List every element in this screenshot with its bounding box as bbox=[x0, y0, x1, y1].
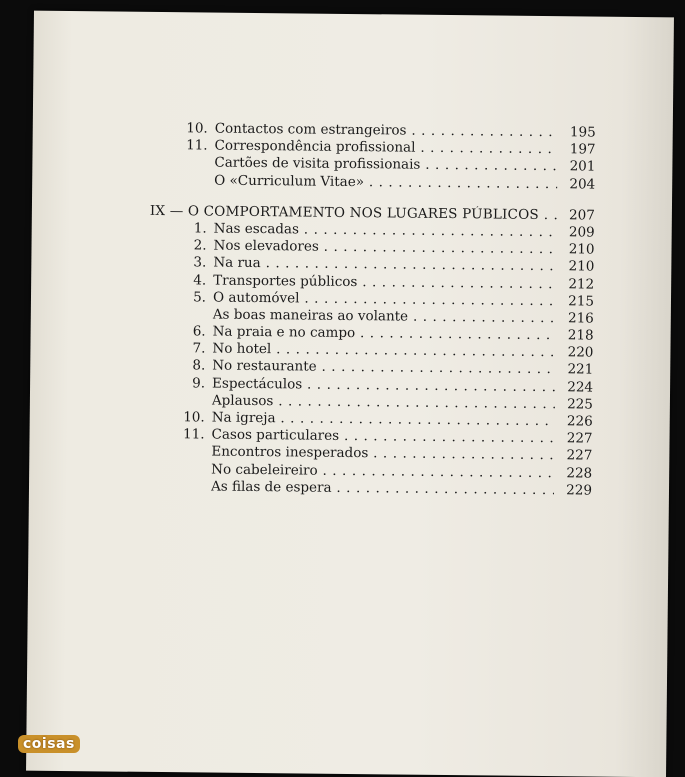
entry-title: Na rua . . . bbox=[213, 255, 556, 275]
entry-number: 1. bbox=[193, 220, 207, 237]
entry-title: No restaurante . . . bbox=[212, 358, 555, 378]
entry-page: 210 bbox=[568, 258, 595, 275]
entry-page: 218 bbox=[567, 327, 594, 344]
entry-page: 225 bbox=[567, 396, 593, 413]
entry-title: Nos elevadores . . . bbox=[213, 238, 556, 258]
entry-title: O «Curriculum Vitae» . . . bbox=[214, 172, 557, 192]
entry-title: Correspondência profissional . . . bbox=[215, 138, 558, 158]
entry-title: Nas escadas . . . bbox=[214, 221, 557, 241]
entry-page: 195 bbox=[569, 124, 596, 141]
entry-page: 229 bbox=[566, 482, 593, 499]
entry-number: 4. bbox=[193, 271, 207, 288]
entry-number bbox=[150, 154, 207, 155]
entry-number bbox=[147, 443, 204, 444]
entry-number: 7. bbox=[192, 340, 206, 357]
entry-number bbox=[148, 392, 205, 393]
entry-title: Contactos com estrangeiros . . . bbox=[215, 121, 558, 141]
entry-title: Espectáculos . . . bbox=[212, 375, 555, 395]
entry-title: Encontros inesperados . . . bbox=[211, 444, 554, 464]
entry-title: O automóvel . . . bbox=[213, 289, 556, 309]
entry-page: 212 bbox=[568, 275, 595, 293]
entry-title: Na igreja . . . bbox=[212, 410, 555, 430]
entry-number: 11. bbox=[182, 426, 205, 443]
entry-number: 6. bbox=[192, 323, 206, 340]
entry-number: 9. bbox=[192, 374, 206, 392]
entry-page: 221 bbox=[567, 361, 594, 378]
entry-page: 224 bbox=[567, 378, 594, 396]
book-page bbox=[26, 11, 674, 777]
entry-number bbox=[147, 478, 204, 479]
entry-page: 226 bbox=[566, 413, 593, 430]
entry-page: 197 bbox=[569, 141, 596, 158]
entry-title: Aplausos . . . bbox=[212, 392, 555, 412]
entry-page: 220 bbox=[567, 344, 594, 361]
entry-page: 209 bbox=[568, 224, 595, 241]
entry-number: 11. bbox=[186, 137, 208, 154]
entry-number: 3. bbox=[193, 254, 207, 271]
entry-title: No hotel . . . bbox=[212, 341, 555, 361]
entry-page: 216 bbox=[567, 310, 594, 327]
entry-page: 204 bbox=[569, 175, 596, 193]
entry-number: 10. bbox=[183, 409, 205, 426]
entry-title: Na praia e no campo . . . bbox=[213, 324, 556, 344]
entry-page: 227 bbox=[566, 447, 593, 464]
entry-number bbox=[150, 171, 207, 172]
entry-number bbox=[147, 460, 204, 461]
entry-number: 5. bbox=[193, 289, 207, 306]
entry-number: 2. bbox=[193, 237, 207, 254]
entry-number: 8. bbox=[192, 357, 206, 374]
entry-title: Cartões de visita profissionais . . . bbox=[214, 155, 557, 175]
chapter-page: 207 bbox=[569, 207, 595, 224]
entry-page: 201 bbox=[569, 158, 596, 175]
entry-title: Transportes públicos . . . bbox=[213, 272, 556, 292]
watermark-logo: coisas bbox=[18, 735, 80, 753]
chapter-title: IX — O COMPORTAMENTO NOS LUGARES PÚBLICOS . . . bbox=[150, 203, 557, 223]
entry-page: 227 bbox=[566, 430, 593, 447]
entry-title: Casos particulares . . . bbox=[211, 427, 554, 447]
entry-number: 10. bbox=[186, 120, 208, 137]
entry-page: 215 bbox=[568, 292, 595, 310]
entry-page: 210 bbox=[568, 241, 595, 258]
entry-title: No cabeleireiro . . . bbox=[211, 461, 554, 481]
entry-number bbox=[149, 306, 206, 307]
entry-title: As boas maneiras ao volante . . . bbox=[213, 306, 556, 326]
entry-title: As filas de espera . . . bbox=[211, 478, 554, 498]
entry-page: 228 bbox=[566, 464, 593, 482]
table-of-contents bbox=[147, 120, 596, 500]
